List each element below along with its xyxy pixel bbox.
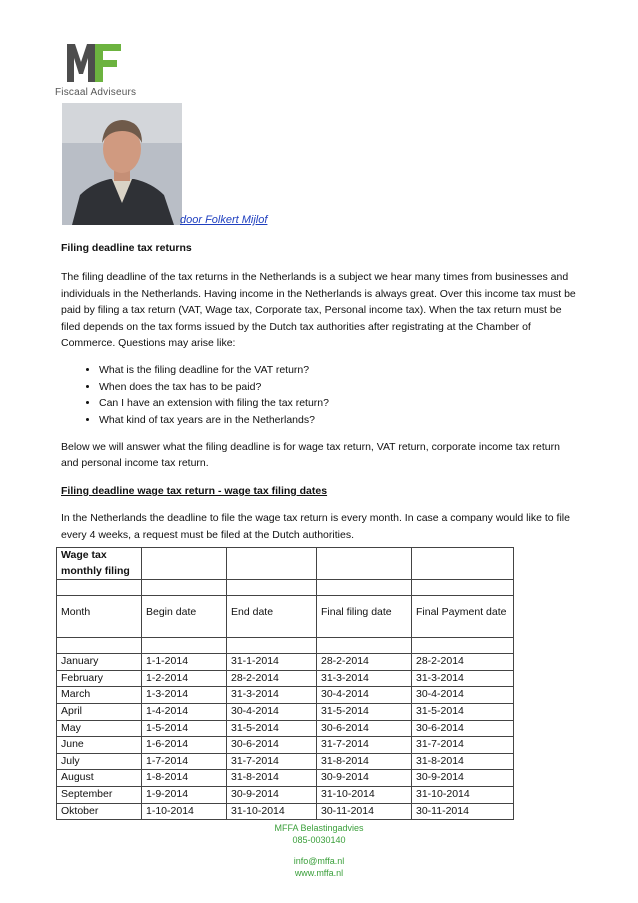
table-cell: March <box>57 687 142 704</box>
table-cell: August <box>57 770 142 787</box>
table-row <box>57 703 514 720</box>
table-row <box>57 737 514 754</box>
table-cell: 31-5-2014 <box>227 720 317 737</box>
table-cell: 1-1-2014 <box>142 654 227 671</box>
table-cell: 31-8-2014 <box>412 753 514 770</box>
table-cell: 1-7-2014 <box>142 753 227 770</box>
table-row <box>57 786 514 803</box>
list-item: • When does the tax has to be paid? <box>99 379 578 395</box>
table-cell: Oktober <box>57 803 142 820</box>
table-cell: 30-11-2014 <box>412 803 514 820</box>
article-title: Filing deadline tax returns <box>61 242 192 254</box>
below-paragraph: Below we will answer what the filing deadline is for wage tax return, VAT return, corporate income tax return and personal income tax return. <box>61 441 560 470</box>
table-cell: 31-3-2014 <box>317 670 412 687</box>
table-cell: 31-3-2014 <box>227 687 317 704</box>
table-cell: 30-6-2014 <box>227 737 317 754</box>
column-header: Final filing date <box>317 596 412 638</box>
footer-phone: 085-0030140 <box>292 835 346 845</box>
table-cell: 1-3-2014 <box>142 687 227 704</box>
author-photo <box>62 103 182 225</box>
list-item: • What kind of tax years are in the Netherlands? <box>99 412 578 428</box>
table-cell: 28-2-2014 <box>317 654 412 671</box>
table-cell: 30-4-2014 <box>227 703 317 720</box>
table-row <box>57 670 514 687</box>
table-cell: 28-2-2014 <box>227 670 317 687</box>
table-cell: 31-7-2014 <box>412 737 514 754</box>
table-header-row <box>57 596 514 638</box>
column-header: Final Payment date <box>412 596 514 638</box>
table-cell: 30-9-2014 <box>412 770 514 787</box>
table-cell: 1-6-2014 <box>142 737 227 754</box>
intro-paragraph: The filing deadline of the tax returns in the Netherlands is a subject we hear many times from businesses and individuals in the Netherlands. Having income in the Netherlands is always great. Over this income tax must be paid by filing a tax return (VAT, Wage tax, Corporate tax, Personal income tax). When the tax return must be filed depends on the tax forms issued by the Dutch tax authorities after registrating at the Chamber of Commerce. Questions may arise like: <box>61 271 576 350</box>
table-cell: February <box>57 670 142 687</box>
table-cell: 31-3-2014 <box>412 670 514 687</box>
question-list <box>61 362 578 428</box>
column-header: Month <box>57 596 142 638</box>
section-heading: Filing deadline wage tax return - wage tax filing dates <box>61 484 328 497</box>
table-row <box>57 720 514 737</box>
table-cell: September <box>57 786 142 803</box>
table-cell: 1-5-2014 <box>142 720 227 737</box>
footer-company: MFFA Belastingadvies <box>274 823 364 833</box>
table-cell: 30-6-2014 <box>412 720 514 737</box>
footer-email[interactable]: info@mffa.nl <box>293 856 345 866</box>
table-cell: 31-1-2014 <box>227 654 317 671</box>
table-cell: 1-9-2014 <box>142 786 227 803</box>
table-spacer-row <box>57 580 514 596</box>
logo-tagline: Fiscaal Adviseurs <box>55 87 137 98</box>
table-title: Wage tax monthly filing <box>57 548 142 580</box>
footer-website[interactable]: www.mffa.nl <box>294 868 344 878</box>
table-cell: 31-7-2014 <box>317 737 412 754</box>
table-cell: 30-9-2014 <box>317 770 412 787</box>
table-cell: 1-4-2014 <box>142 703 227 720</box>
table-cell: 31-10-2014 <box>317 786 412 803</box>
table-cell: 31-10-2014 <box>412 786 514 803</box>
wage-tax-table <box>56 547 514 820</box>
table-row <box>57 770 514 787</box>
table-cell: 1-8-2014 <box>142 770 227 787</box>
table-cell: 31-5-2014 <box>412 703 514 720</box>
table-row <box>57 687 514 704</box>
section-paragraph: In the Netherlands the deadline to file the wage tax return is every month. In case a company would like to file every 4 weeks, a request must be filed at the Dutch authorities. <box>61 512 570 541</box>
table-cell: 30-11-2014 <box>317 803 412 820</box>
table-cell: May <box>57 720 142 737</box>
table-cell: 30-4-2014 <box>317 687 412 704</box>
table-cell: 31-7-2014 <box>227 753 317 770</box>
footer <box>0 822 638 879</box>
table-row <box>57 803 514 820</box>
table-spacer-row <box>57 638 514 654</box>
table-cell: 1-10-2014 <box>142 803 227 820</box>
table-title-row <box>57 548 514 580</box>
table-cell: 30-4-2014 <box>412 687 514 704</box>
list-item: • Can I have an extension with filing the tax return? <box>99 395 578 411</box>
table-cell: 31-5-2014 <box>317 703 412 720</box>
table-cell: 1-2-2014 <box>142 670 227 687</box>
table-cell: 31-8-2014 <box>227 770 317 787</box>
table-cell: January <box>57 654 142 671</box>
table-cell: 30-6-2014 <box>317 720 412 737</box>
column-header: Begin date <box>142 596 227 638</box>
article <box>61 240 578 554</box>
table-cell: July <box>57 753 142 770</box>
column-header: End date <box>227 596 317 638</box>
author-link[interactable]: door Folkert Mijlof <box>180 214 268 226</box>
list-item: • What is the filing deadline for the VAT return? <box>99 362 578 378</box>
table-cell: 31-10-2014 <box>227 803 317 820</box>
table-cell: 31-8-2014 <box>317 753 412 770</box>
table-row <box>57 753 514 770</box>
table-cell: April <box>57 703 142 720</box>
table-cell: June <box>57 737 142 754</box>
table-row <box>57 654 514 671</box>
table-cell: 30-9-2014 <box>227 786 317 803</box>
table-cell: 28-2-2014 <box>412 654 514 671</box>
